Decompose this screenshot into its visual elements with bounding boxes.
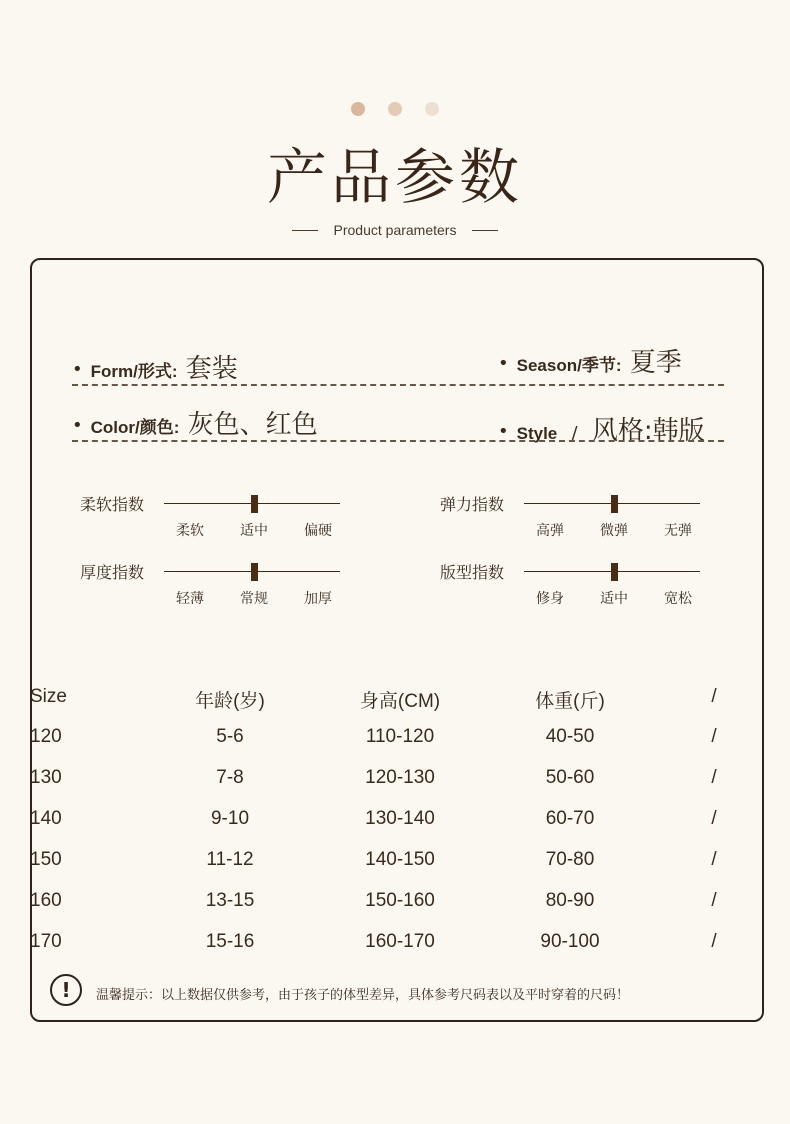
table-cell: 90-100 <box>540 931 600 952</box>
table-cell: / <box>711 726 717 747</box>
attr-season-label: Season/季节: <box>516 356 622 375</box>
index-option: 适中 <box>600 591 628 607</box>
index-marker <box>611 495 618 513</box>
dot-icon <box>388 102 402 116</box>
table-cell: 11-12 <box>206 849 254 870</box>
index-option: 修身 <box>536 591 564 607</box>
table-cell: 70-80 <box>545 849 595 870</box>
bullet-icon: • <box>498 421 509 442</box>
table-cell: 140-150 <box>365 849 435 870</box>
index-option: 宽松 <box>664 591 692 607</box>
index-option: 常规 <box>240 591 268 607</box>
table-cell: / <box>711 931 717 952</box>
decorative-dots <box>0 102 790 118</box>
exclamation-icon: ! <box>50 974 82 1006</box>
index-marker <box>251 495 258 513</box>
index-name: 柔软指数 <box>80 495 145 514</box>
table-cell: 80-90 <box>545 890 595 911</box>
table-cell: 120 <box>30 726 62 747</box>
table-cell: 5-6 <box>216 726 244 747</box>
attr-color <box>72 404 318 441</box>
index-option: 柔软 <box>176 523 204 539</box>
attr-season <box>498 342 682 379</box>
attr-season-value: 夏季 <box>629 348 682 378</box>
divider <box>292 230 318 231</box>
table-cell: 50-60 <box>545 767 595 788</box>
table-row <box>30 890 730 920</box>
index-name: 厚度指数 <box>80 563 145 582</box>
table-row <box>30 726 730 756</box>
index-option: 偏硬 <box>304 523 332 539</box>
table-row <box>30 767 730 797</box>
index-option: 高弹 <box>536 523 564 539</box>
index-option: 轻薄 <box>176 591 204 607</box>
table-cell: 130-140 <box>365 808 435 829</box>
index-option: 无弹 <box>664 523 692 539</box>
table-cell: 170 <box>30 931 62 952</box>
bullet-icon: • <box>72 359 83 380</box>
attr-form-value: 套装 <box>185 354 238 384</box>
bullet-icon: • <box>498 353 509 374</box>
table-cell: 13-15 <box>205 890 255 911</box>
table-header-cell: 身高(CM) <box>359 691 441 712</box>
table-cell: / <box>711 849 717 870</box>
index-marker <box>611 563 618 581</box>
table-cell: 150 <box>30 849 62 870</box>
page-subtitle: Product parameters <box>333 222 457 238</box>
table-row <box>30 849 730 879</box>
index-name: 弹力指数 <box>440 495 505 514</box>
table-cell: 160 <box>30 890 62 911</box>
table-cell: 7-8 <box>216 767 244 788</box>
dashed-divider <box>72 440 724 442</box>
index-option: 加厚 <box>304 591 332 607</box>
table-cell: 9-10 <box>210 808 250 829</box>
table-cell: 150-160 <box>365 890 435 911</box>
table-header-cell: 体重(斤) <box>535 691 605 712</box>
index-option: 微弹 <box>600 523 628 539</box>
bullet-icon: • <box>72 415 83 436</box>
attr-style-value: 韩版 <box>652 416 705 446</box>
attr-style-sep: / <box>571 423 578 444</box>
table-header-cell: Size <box>30 686 67 707</box>
notice-text: 温馨提示：以上数据仅供参考，由于孩子的体型差异，具体参考尺码表以及平时穿着的尺码！ <box>96 988 630 1003</box>
table-cell: 15-16 <box>205 931 255 952</box>
table-cell: 160-170 <box>365 931 435 952</box>
divider <box>472 230 498 231</box>
table-cell: 40-50 <box>545 726 595 747</box>
table-cell: / <box>711 767 717 788</box>
table-row <box>30 931 730 961</box>
table-cell: 140 <box>30 808 62 829</box>
table-header-row <box>30 686 730 716</box>
dashed-divider <box>72 384 724 386</box>
table-cell: 120-130 <box>365 767 435 788</box>
index-marker <box>251 563 258 581</box>
table-cell: 130 <box>30 767 62 788</box>
index-name: 版型指数 <box>440 563 505 582</box>
attr-form-label: Form/形式: <box>90 362 178 381</box>
attr-form <box>72 348 238 385</box>
table-header-cell: 年龄(岁) <box>195 691 265 712</box>
index-option: 适中 <box>240 523 268 539</box>
dot-icon <box>425 102 439 116</box>
table-row <box>30 808 730 838</box>
table-header-cell: / <box>711 686 717 707</box>
attr-color-label: Color/颜色: <box>90 418 180 437</box>
attr-color-value: 灰色、红色 <box>187 410 318 440</box>
attr-style-label: Style <box>516 424 558 443</box>
dot-icon <box>351 102 365 116</box>
table-cell: / <box>711 808 717 829</box>
table-cell: 60-70 <box>545 808 595 829</box>
table-cell: / <box>711 890 717 911</box>
page-title: 产品参数 <box>267 143 523 213</box>
subtitle-row <box>0 220 790 239</box>
attr-style-label2: 风格: <box>591 416 653 446</box>
table-cell: 110-120 <box>365 726 435 747</box>
